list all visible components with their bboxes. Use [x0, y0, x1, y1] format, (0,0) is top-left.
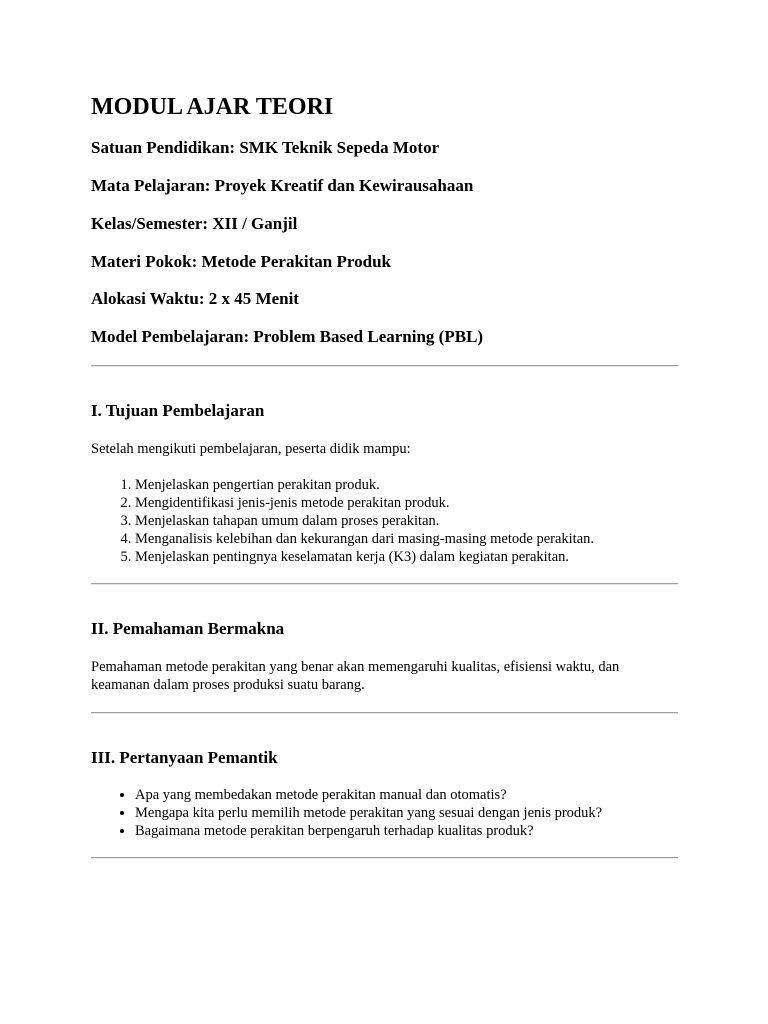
- divider: [91, 583, 678, 585]
- list-item: 5. Menjelaskan pentingnya keselamatan kerja (K3) dalam kegiatan perakitan.: [135, 548, 678, 566]
- objectives-list: [91, 476, 678, 566]
- list-item: 3. Menjelaskan tahapan umum dalam proses perakitan.: [135, 512, 678, 530]
- meta-model-pembelajaran: Model Pembelajaran: Problem Based Learning (PBL): [91, 327, 484, 346]
- section-intro: Setelah mengikuti pembelajaran, peserta didik mampu:: [91, 441, 411, 457]
- section-heading-pemahaman: II. Pemahaman Bermakna: [91, 619, 285, 638]
- document-meta: [91, 138, 678, 347]
- list-item: 4. Menganalisis kelebihan dan kekurangan dari masing-masing metode perakitan.: [135, 530, 678, 548]
- meta-mata-pelajaran: Mata Pelajaran: Proyek Kreatif dan Kewirausahaan: [91, 176, 474, 195]
- list-item: • Mengapa kita perlu memilih metode perakitan yang sesuai dengan jenis produk?: [135, 804, 678, 822]
- divider: [91, 712, 678, 714]
- section-heading-pertanyaan: III. Pertanyaan Pemantik: [91, 748, 278, 767]
- questions-list: [91, 786, 678, 840]
- meta-alokasi-waktu: Alokasi Waktu: 2 x 45 Menit: [91, 289, 299, 308]
- list-item: 2. Mengidentifikasi jenis-jenis metode perakitan produk.: [135, 494, 678, 512]
- meta-materi-pokok: Materi Pokok: Metode Perakitan Produk: [91, 252, 391, 271]
- list-item: • Bagaimana metode perakitan berpengaruh terhadap kualitas produk?: [135, 822, 678, 840]
- section-paragraph: Pemahaman metode perakitan yang benar akan memengaruhi kualitas, efisiensi waktu, dan keamanan dalam proses produksi suatu barang.: [91, 659, 620, 693]
- divider: [91, 857, 678, 859]
- list-item: 1. Menjelaskan pengertian perakitan produk.: [135, 476, 678, 494]
- section-heading-tujuan: I. Tujuan Pembelajaran: [91, 401, 265, 420]
- document-title: MODUL AJAR TEORI: [91, 94, 334, 120]
- meta-satuan-pendidikan: Satuan Pendidikan: SMK Teknik Sepeda Motor: [91, 138, 440, 157]
- divider: [91, 365, 678, 367]
- list-item: • Apa yang membedakan metode perakitan manual dan otomatis?: [135, 786, 678, 804]
- meta-kelas-semester: Kelas/Semester: XII / Ganjil: [91, 214, 298, 233]
